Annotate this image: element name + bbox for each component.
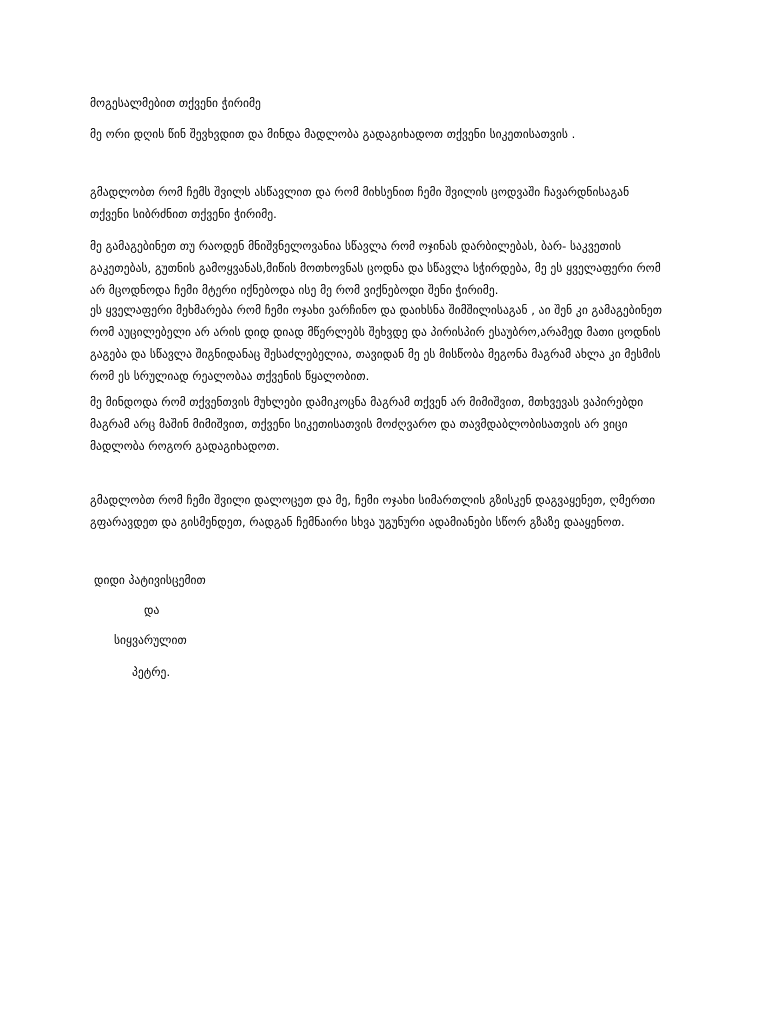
- paragraph-5-line: გფარავდეთ და გისმენდეთ, რადგან ჩემნაირი სხვა უგუნური ადამიანები სწორ გზაზე დააყენოთ.: [90, 515, 625, 529]
- paragraph-4-line: მე მინდოდა რომ თქვენთვის მუხლები დამიკოცნა მაგრამ თქვენ არ მიმიშვით, მთხვევას ვაპირებდი: [90, 395, 644, 409]
- paragraph-5-line: გმადლობთ რომ ჩემი შვილი დალოცეთ და მე, ჩემი ოჯახი სიმართლის გზისკენ დაგვაყენეთ, ღმერთი: [90, 493, 656, 507]
- paragraph-2-line: გაკეთებას, გუთნის გამოყვანას,მიწის მოთხოვნას ცოდნა და სწავლა სჭირდება, მე ეს ყველაფერი რომ: [90, 261, 661, 275]
- paragraph-1-line: თქვენი სიბრძნით თქვენი ჭირიმე.: [90, 207, 277, 221]
- paragraph-4-line: მადლობა როგორ გადაგიხადოთ.: [90, 439, 280, 453]
- greeting: მოგესალმებით თქვენი ჭირიმე: [90, 96, 261, 110]
- paragraph-2-line: არ მცოდნოდა ჩემი მტერი იქნებოდა ისე მე რომ ვიქნებოდი შენი ჭირიმე.: [90, 283, 499, 297]
- paragraph-3-line: რომ ეს სრულიად რეალობაა თქვენის წყალობით.: [90, 369, 370, 383]
- closing-love: სიყვარულით: [114, 633, 187, 647]
- closing-respect: დიდი პატივისცემით: [94, 573, 206, 587]
- intro-line: მე ორი დღის წინ შევხვდით და მინდა მადლობა გადაგიხადოთ თქვენი სიკეთისათვის .: [90, 127, 576, 141]
- paragraph-2-line: მე გამაგებინეთ თუ რაოდენ მნიშვნელოვანია სწავლა რომ ოჯინას დარბილებას, ბარ- საკვეთის: [90, 239, 621, 253]
- paragraph-1-line: გმადლობთ რომ ჩემს შვილს ასწავლით და რომ მიხსენით ჩემი შვილის ცოდვაში ჩავარდნისაგან: [90, 185, 630, 199]
- paragraph-4-line: მაგრამ არც მაშინ მიმიშვით, თქვენი სიკეთისათვის მოძღვარო და თავმდაბლობისათვის არ ვიცი: [90, 417, 628, 431]
- paragraph-3-line: ეს ყველაფერი მეხმარება რომ ჩემი ოჯახი ვარჩინო და დაიხსნა შიმშილისაგან , აი შენ კი გამაგებინეთ: [90, 303, 662, 317]
- paragraph-3-line: გაგება და სწავლა შიგნიდანაც შესაძლებელია, თავიდან მე ეს მისწობა მეგონა მაგრამ ახლა კი მესმის: [90, 347, 661, 361]
- paragraph-3-line: რომ აუცილებელი არ არის დიდ დიად მწერლებს შეხვდე და პირისპირ ესაუბრო,არამედ მათი ცოდნის: [90, 325, 661, 339]
- closing-and: და: [144, 603, 160, 617]
- signature: პეტრე.: [132, 665, 171, 679]
